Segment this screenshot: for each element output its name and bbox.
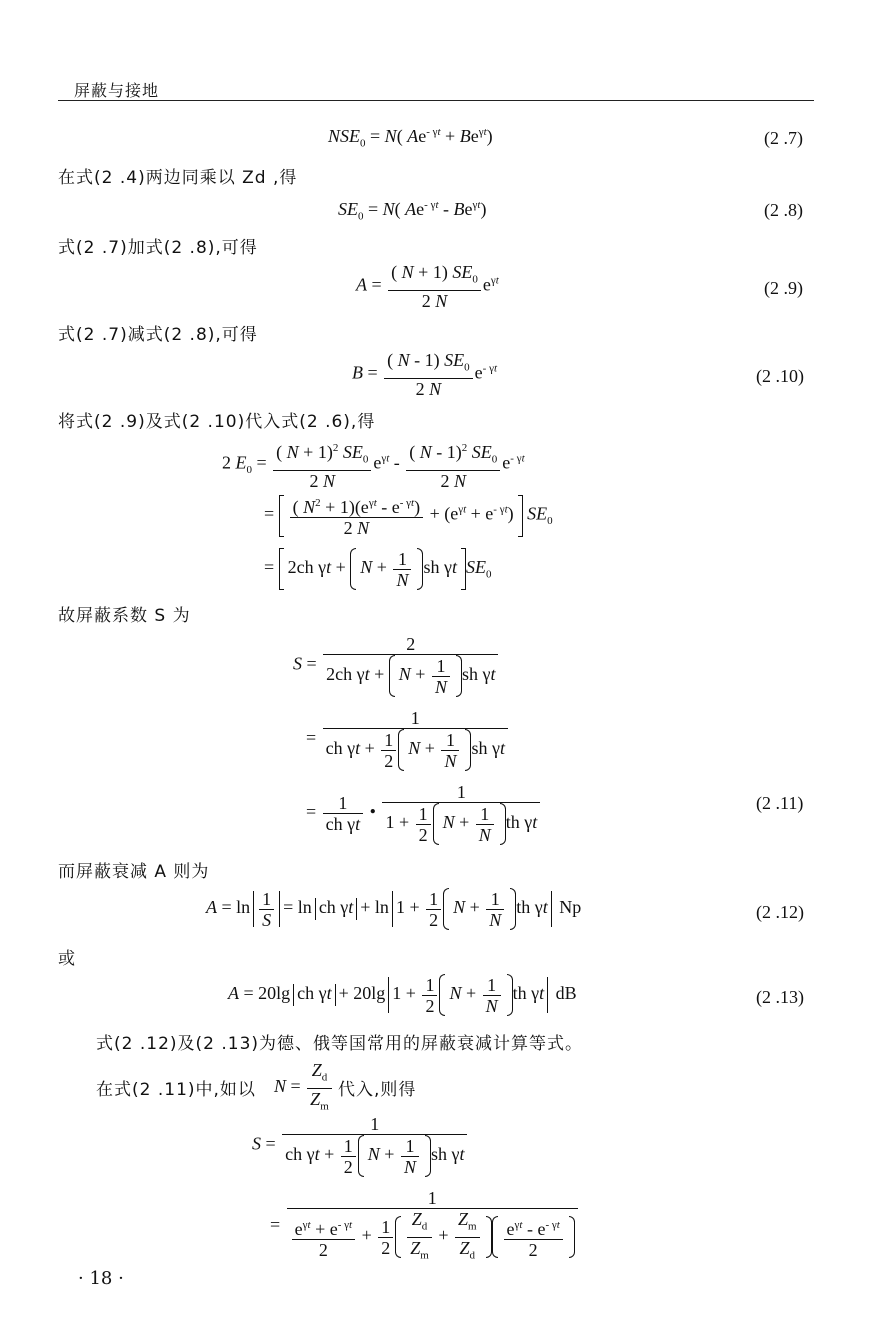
equation-2-12: A = ln $\frac{1}{S}$ = ln ch γt + ln 1 + $\frac{1}{2}$ N + $\frac{1}{N}$ th γt Np — [206, 888, 582, 930]
equation-number: (2 .13) — [756, 987, 804, 1007]
paragraph-text: 或 — [58, 949, 76, 969]
paragraph-text: 式(2 .7)减式(2 .8),可得 — [58, 325, 258, 345]
equation-number: (2 .12) — [756, 902, 804, 922]
derivation-line-1: 2 $E_0$ = $\frac{( N + 1)^2 SE_0}{2 N}$ $e^{\gamma t}$ - $\frac{( N - 1)^2 SE_0}{2 N}$ $e^{- \gamma t}$ — [222, 438, 525, 491]
equation-number: (2 .9) — [764, 278, 803, 298]
equation-2-9: A = $\frac{( N + 1) SE_0}{2 N}$ $e^{\gamma t}$ — [356, 262, 499, 311]
equation-2-11-line-1: S = 2 2ch γt + N + $\frac{1}{N}$ sh γt — [293, 634, 500, 697]
equation-2-11-line-2: = 1 ch γt + $\frac{1}{2}$ N + $\frac{1}{N}$ sh γt — [306, 708, 510, 771]
header-rule — [58, 100, 814, 101]
inline-equation-N: N = $\frac{Z_d}{Z_m}$ — [274, 1060, 334, 1116]
paragraph-text: 将式(2 .9)及式(2 .10)代入式(2 .6),得 — [58, 412, 376, 432]
equation-number: (2 .7) — [764, 128, 803, 148]
equation-number: (2 .11) — [756, 793, 804, 813]
derivation-line-2: = $\frac{( N^2 + 1)(e^{\gamma t} - e^{- \gamma t})}{2 N}$ + $(e^{\gamma t} + e^{- \gamma t})$ $SE_0$ — [264, 493, 553, 538]
final-s-line-1: S = 1 ch γt + $\frac{1}{2}$ N + $\frac{1}{N}$ sh γt — [252, 1114, 469, 1177]
paragraph-text: 在式(2 .4)两边同乘以 Zd ,得 — [58, 168, 298, 188]
equation-2-11-line-3: = $\frac{1}{\text{ch γt}}$ • 1 1 + $\frac{1}{2}$ N + $\frac{1}{N}$ th γt — [306, 782, 542, 845]
paragraph-text: 式(2 .7)加式(2 .8),可得 — [58, 238, 258, 258]
equation-number: (2 .8) — [764, 200, 803, 220]
equation-2-7: $NSE_0 = N$( $Ae^{- \gamma t} + Be^{\gamma t}$) — [328, 126, 493, 150]
equation-2-8: $SE_0 = N$( $Ae^{- \gamma t} - Be^{\gamma t}$) — [338, 199, 487, 223]
paragraph-text: 式(2 .12)及(2 .13)为德、俄等国常用的屏蔽衰减计算等式。 — [96, 1034, 584, 1054]
equation-2-10: B = $\frac{( N - 1) SE_0}{2 N}$ $e^{- \gamma t}$ — [352, 350, 498, 399]
paragraph-text: 在式(2 .11)中,如以 — [96, 1080, 256, 1100]
running-header: 屏蔽与接地 — [74, 81, 160, 100]
paragraph-text: 而屏蔽衰减 A 则为 — [58, 862, 210, 882]
equation-number: (2 .10) — [756, 366, 804, 386]
equation-2-13: A = 20lg ch γt + 20lg 1 + $\frac{1}{2}$ N + $\frac{1}{N}$ th γt dB — [228, 974, 577, 1016]
paragraph-text: 代入,则得 — [338, 1080, 417, 1100]
derivation-line-3: = 2ch γt + N + $\frac{1}{N}$ sh γt $SE_0$ — [264, 548, 492, 590]
final-s-line-2: = 1 $\frac{e^{\gamma t} + e^{- \gamma t}}{2}$ + $\frac{1}{2}$ $\frac{Z_d}{Z_m}$ + $\frac{Z_m}{Z_d}$ $\frac{e^{\gamma t} - e^{- \gamma t}}{2}$ — [270, 1188, 580, 1265]
page-number: · 18 · — [78, 1268, 124, 1289]
paragraph-text: 故屏蔽系数 S 为 — [58, 606, 191, 626]
